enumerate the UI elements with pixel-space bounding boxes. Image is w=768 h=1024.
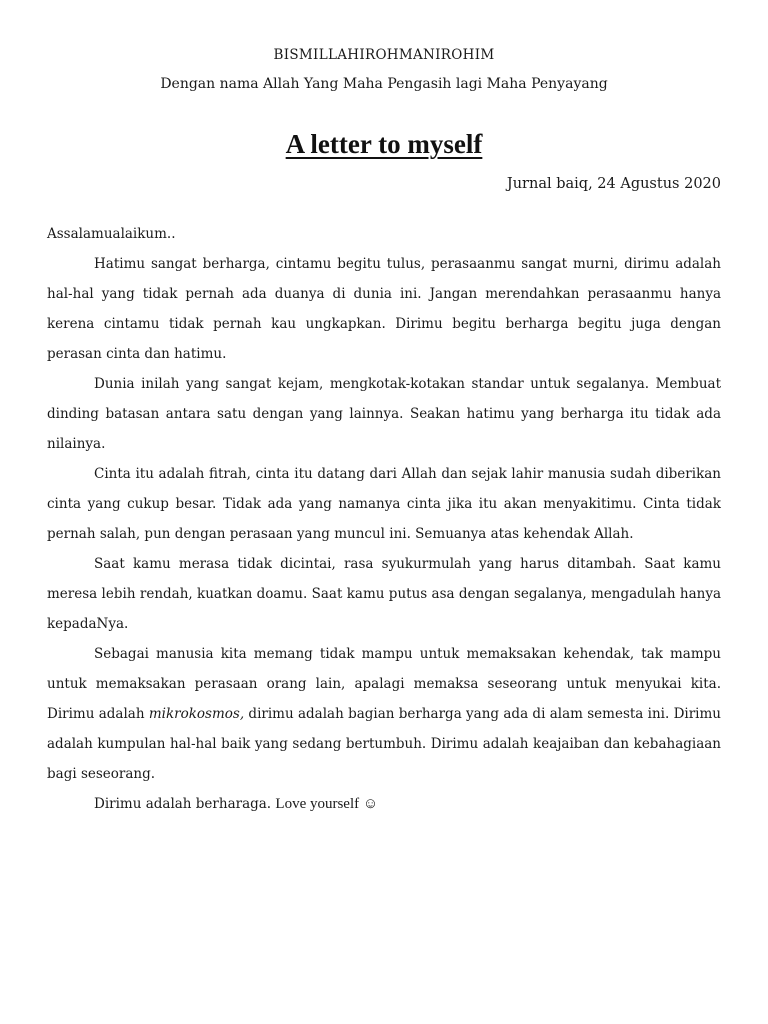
paragraph-6 (47, 789, 721, 819)
paragraph-5 (47, 639, 721, 789)
paragraph-2: Dunia inilah yang sangat kejam, mengkotak-kotakan standar untuk segalanya. Membuat dinding batasan antara satu dengan yang lainnya. Seakan hatimu yang berharga itu tidak ada nilainya. (47, 376, 721, 452)
journal-date: Jurnal baiq, 24 Agustus 2020 (506, 176, 721, 192)
greeting: Assalamualaikum.. (47, 226, 176, 242)
document-page (47, 40, 721, 819)
page-title: A letter to myself (285, 129, 483, 159)
love-yourself-text: Love yourself ☺ (275, 796, 379, 812)
paragraph-6-text: Dirimu adalah berharaga. (94, 796, 276, 812)
paragraph-5-italic: mikrokosmos, (148, 706, 245, 722)
paragraph-5-start: Sebagai manusia kita memang tidak mampu untuk memaksakan kehendak, tak mampu untuk memaksakan perasaan orang lain, apalagi memaksa seseorang untuk menyukai kita. Dirimu adalah (47, 646, 721, 722)
paragraph-1: Hatimu sangat berharga, cintamu begitu tulus, perasaanmu sangat murni, dirimu adalah hal-hal yang tidak pernah ada duanya di dunia ini. Jangan merendahkan perasaanmu hanya kerena cintamu tidak pernah kau ungkapkan. Dirimu begitu berharga begitu juga dengan perasan cinta dan hatimu. (47, 256, 721, 362)
paragraph-4: Saat kamu merasa tidak dicintai, rasa syukurmulah yang harus ditambah. Saat kamu meresa lebih rendah, kuatkan doamu. Saat kamu putus asa dengan segalanya, mengadulah hanya kepadaNya. (47, 556, 721, 632)
paragraph-5-end: dirimu adalah bagian berharga yang ada di alam semesta ini. Dirimu adalah kumpulan hal-hal baik yang sedang bertumbuh. Dirimu adalah keajaiban dan kebahagiaan bagi seseorang. (47, 706, 721, 782)
bismillah-heading: BISMILLAHIROHMANIROHIM (273, 47, 495, 63)
basmala-subtitle: Dengan nama Allah Yang Maha Pengasih lagi Maha Penyayang (160, 76, 608, 92)
paragraph-3: Cinta itu adalah fitrah, cinta itu datang dari Allah dan sejak lahir manusia sudah diberikan cinta yang cukup besar. Tidak ada yang namanya cinta jika itu akan menyakitimu. Cinta tidak pernah salah, pun dengan perasaan yang muncul ini. Semuanya atas kehendak Allah. (47, 466, 721, 542)
